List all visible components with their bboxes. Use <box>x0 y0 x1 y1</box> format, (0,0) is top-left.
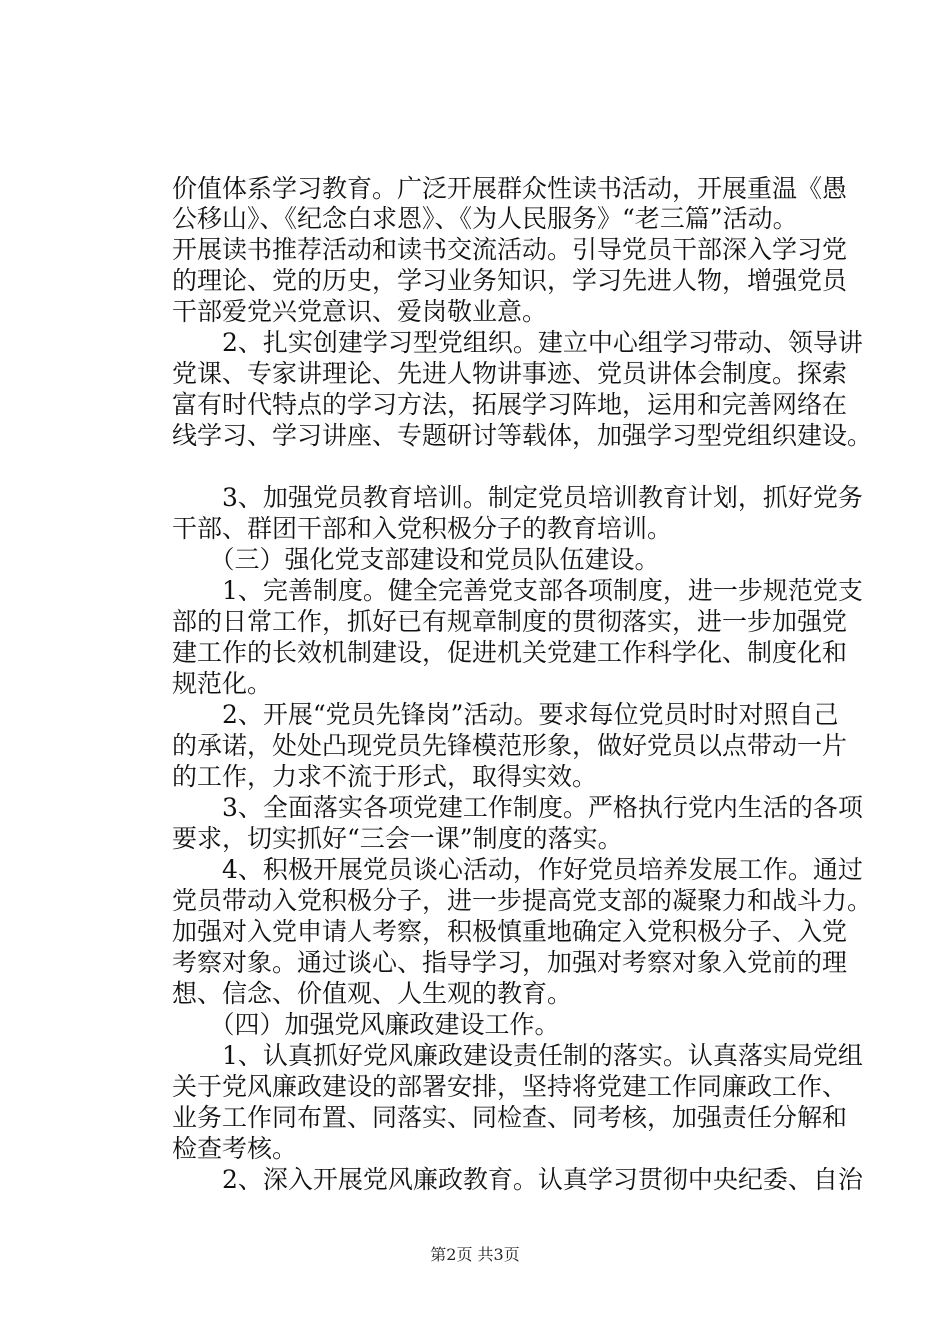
section-heading: （四）加强党风廉政建设工作。 <box>172 1010 560 1039</box>
text-line: 的承诺，处处凸现党员先锋模范形象，做好党员以点带动一片 <box>172 731 848 760</box>
text-line: 3、全面落实各项党建工作制度。严格执行党内生活的各项 <box>172 793 863 822</box>
text-line: 2、深入开展党风廉政教育。认真学习贯彻中央纪委、自治 <box>172 1165 863 1194</box>
text-line: 建工作的长效机制建设，促进机关党建工作科学化、制度化和 <box>172 638 848 667</box>
page-number-footer: 第2页 共3页 <box>430 1245 520 1264</box>
text-line: 加强对入党申请人考察，积极慎重地确定入党积极分子、入党 <box>172 917 848 946</box>
text-line: 1、认真抓好党风廉政建设责任制的落实。认真落实局党组 <box>172 1041 863 1070</box>
text-line: 业务工作同布置、同落实、同检查、同考核，加强责任分解和 <box>172 1103 848 1132</box>
text-line: 线学习、学习讲座、专题研讨等载体，加强学习型党组织建设。 <box>172 421 873 450</box>
text-line: 价值体系学习教育。广泛开展群众性读书活动，开展重温《愚 <box>172 174 848 203</box>
text-line: 想、信念、价值观、人生观的教育。 <box>172 979 573 1008</box>
text-line: 4、积极开展党员谈心活动，作好党员培养发展工作。通过 <box>172 855 863 884</box>
text-line: 检查考核。 <box>172 1134 298 1163</box>
text-line: 2、开展“党员先锋岗”活动。要求每位党员时时对照自己 <box>172 700 839 729</box>
text-line: 公移山》、《纪念白求恩》、《为人民服务》“老三篇”活动。 <box>172 204 798 233</box>
text-line: 部的日常工作，抓好已有规章制度的贯彻落实，进一步加强党 <box>172 607 848 636</box>
text-line: 的理论、党的历史，学习业务知识，学习先进人物，增强党员 <box>172 266 848 295</box>
section-heading: （三）强化党支部建设和党员队伍建设。 <box>172 545 660 574</box>
text-line: 的工作，力求不流于形式，取得实效。 <box>172 762 598 791</box>
text-line: 干部爱党兴党意识、爱岗敬业意。 <box>172 297 548 326</box>
text-line: 党课、专家讲理论、先进人物讲事迹、党员讲体会制度。探索 <box>172 359 848 388</box>
text-line: 规范化。 <box>172 669 273 698</box>
text-line: 考察对象。通过谈心、指导学习，加强对考察对象入党前的理 <box>172 948 848 977</box>
text-line: 干部、群团干部和入党积极分子的教育培训。 <box>172 514 673 543</box>
text-line: 要求，切实抓好“三会一课”制度的落实。 <box>172 824 623 853</box>
text-line: 1、完善制度。健全完善党支部各项制度，进一步规范党支 <box>172 576 863 605</box>
text-line: 党员带动入党积极分子，进一步提高党支部的凝聚力和战斗力。 <box>172 886 873 915</box>
text-line: 关于党风廉政建设的部署安排，坚持将党建工作同廉政工作、 <box>172 1072 848 1101</box>
text-line: 2、扎实创建学习型党组织。建立中心组学习带动、领导讲 <box>172 328 863 357</box>
text-line: 富有时代特点的学习方法，拓展学习阵地，运用和完善网络在 <box>172 390 848 419</box>
text-line: 开展读书推荐活动和读书交流活动。引导党员干部深入学习党 <box>172 235 848 264</box>
text-line: 3、加强党员教育培训。制定党员培训教育计划，抓好党务 <box>172 483 863 512</box>
